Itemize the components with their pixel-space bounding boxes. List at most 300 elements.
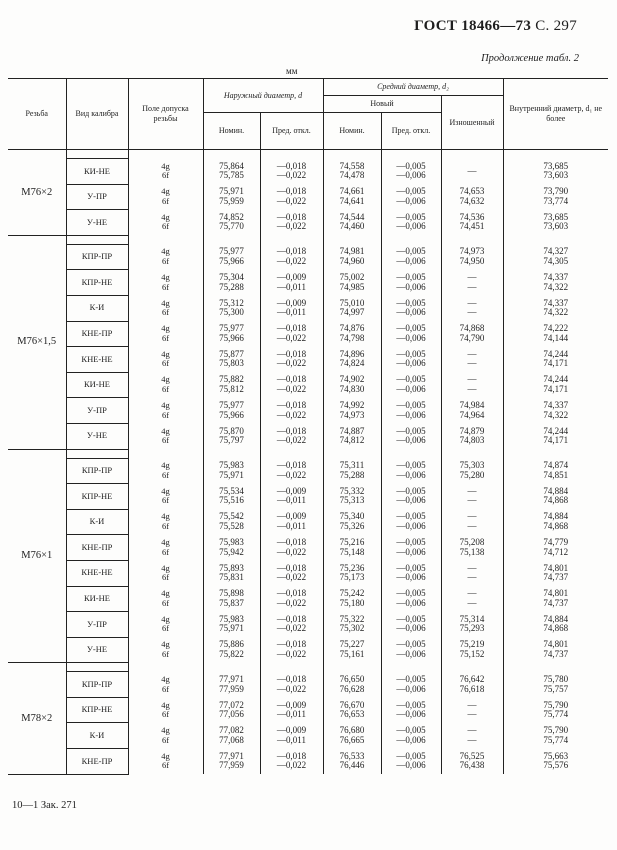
cell-value: 75,332 [339,485,365,496]
cell-value: — [467,281,477,292]
cell-value: —0,022 [276,597,307,608]
d2-deviation-cell [381,210,441,236]
cell-value: 74,874 [543,460,569,471]
spacer-cell [260,235,323,244]
cell-value: —0,022 [276,572,307,583]
cell-value: —0,018 [276,211,307,222]
cell-value: 75,180 [339,597,365,608]
d-deviation-cell [260,210,323,236]
d2-deviation-cell [381,535,441,561]
cell-value: 74,322 [543,307,569,318]
cell-value: 77,072 [219,699,244,710]
worn-cell [441,586,503,612]
d-deviation-cell [260,458,323,484]
worn-cell [441,184,503,210]
d2-nominal-cell [323,347,381,373]
cell-value: 75,304 [219,272,244,283]
spacer-cell [203,449,260,458]
worn-cell [441,398,503,424]
tolerance-cell [128,509,203,535]
worn-cell [441,509,503,535]
table-row [8,423,608,449]
d1-cell [503,458,608,484]
cell-value: — [467,562,477,573]
cell-value: 74,868 [459,323,485,334]
cell-value: —0,022 [276,435,307,446]
tolerance-cell [128,398,203,424]
cell-value: —0,005 [396,562,426,573]
cell-value: 6f [161,221,170,232]
cell-value: —0,018 [276,374,307,385]
worn-cell [441,723,503,749]
cell-value: 74,964 [459,409,485,420]
gauge-type-cell: КПР-НЕ [66,484,128,510]
header-tolerance-field: Поле допуска резьбы [128,79,203,150]
gauge-spacer [66,663,128,672]
cell-value: — [467,725,477,736]
cell-value: 74,322 [543,409,569,420]
cell-value: 76,446 [339,760,365,771]
d-deviation-cell [260,372,323,398]
spacer-cell [128,235,203,244]
d2-deviation-cell [381,423,441,449]
cell-value: —0,018 [276,460,307,471]
d2-deviation-cell [381,672,441,698]
thread-designation: M76×2 [8,150,66,236]
table-row [8,270,608,296]
spacer-cell [128,150,203,159]
table-row [8,749,608,775]
cell-value: 4g [161,160,170,171]
cell-value: 4g [161,511,170,522]
unit-label: мм [286,66,298,76]
tolerance-cell [128,423,203,449]
cell-value: —0,018 [276,537,307,548]
gauge-type-cell: КИ-НЕ [66,586,128,612]
cell-value: 6f [161,195,170,206]
cell-value: 74,478 [339,170,365,181]
cell-value: 74,460 [339,221,365,232]
table-row [8,637,608,663]
d2-deviation-cell [381,321,441,347]
cell-value: 4g [161,639,170,650]
cell-value: 75,010 [339,297,365,308]
cell-value: 75,293 [459,623,485,634]
gauge-type-cell: К-И [66,295,128,321]
cell-value: —0,006 [396,256,426,267]
d2-nominal-cell [323,210,381,236]
cell-value: 75,803 [219,358,244,369]
cell-value: — [467,384,477,395]
d2-deviation-cell [381,509,441,535]
cell-value: 6f [161,572,170,583]
cell-value: 75,288 [339,469,365,480]
cell-value: 75,528 [219,521,244,532]
tolerance-cell [128,637,203,663]
cell-value: 74,641 [339,195,365,206]
header-new: Новый [323,96,441,113]
cell-value: 74,884 [543,485,569,496]
cell-value: —0,005 [396,186,426,197]
d-deviation-cell [260,484,323,510]
d2-nominal-cell [323,672,381,698]
d1-cell [503,423,608,449]
cell-value: 75,966 [219,409,244,420]
cell-value: 73,603 [543,170,569,181]
cell-value: —0,022 [276,546,307,557]
cell-value: — [467,521,477,532]
d-deviation-cell [260,535,323,561]
d-nominal-cell [203,423,260,449]
tolerance-cell [128,586,203,612]
worn-cell [441,423,503,449]
spacer-cell [128,663,203,672]
cell-value: 74,902 [339,374,365,385]
cell-value: 76,680 [339,725,365,736]
cell-value: 75,770 [219,221,244,232]
spacer-cell [441,235,503,244]
d2-deviation-cell [381,398,441,424]
table-row [8,159,608,185]
cell-value: —0,022 [276,332,307,343]
d2-nominal-cell [323,184,381,210]
worn-cell [441,244,503,270]
cell-value: 75,303 [459,460,485,471]
cell-value: 74,244 [543,348,569,359]
cell-value: 75,971 [219,186,244,197]
cell-value: 76,533 [339,750,365,761]
cell-value: 4g [161,588,170,599]
worn-cell [441,210,503,236]
cell-value: 6f [161,170,170,181]
gauge-type-cell: КНЕ-НЕ [66,347,128,373]
thread-designation: M78×2 [8,663,66,774]
cell-value: — [467,272,477,283]
cell-value: 74,812 [339,435,365,446]
cell-value: 6f [161,709,170,720]
d2-deviation-cell [381,347,441,373]
d-nominal-cell [203,749,260,775]
cell-value: 74,852 [219,211,244,222]
cell-value: 74,830 [339,384,365,395]
cell-value: —0,005 [396,673,426,684]
cell-value: 74,536 [459,211,485,222]
d-nominal-cell [203,458,260,484]
cell-value: —0,006 [396,709,426,720]
spacer-cell [260,663,323,672]
cell-value: 75,002 [339,272,365,283]
d1-cell [503,484,608,510]
cell-value: 74,305 [543,256,569,267]
cell-value: —0,022 [276,469,307,480]
cell-value: 4g [161,348,170,359]
cell-value: 77,056 [219,709,244,720]
cell-value: 75,534 [219,485,244,496]
cell-value: —0,018 [276,562,307,573]
cell-value: 4g [161,400,170,411]
d1-cell [503,509,608,535]
header-d2-deviation: Пред. откл. [381,113,441,150]
gauge-type-cell: У-ПР [66,612,128,638]
d-nominal-cell [203,372,260,398]
cell-value: —0,006 [396,495,426,506]
tolerance-cell [128,560,203,586]
cell-value: — [467,307,477,318]
cell-value: 4g [161,272,170,283]
cell-value: —0,006 [396,546,426,557]
cell-value: 74,544 [339,211,365,222]
group-spacer [8,449,608,458]
d-deviation-cell [260,398,323,424]
spacer-cell [503,150,608,159]
d-deviation-cell [260,347,323,373]
tolerance-cell [128,535,203,561]
cell-value: 75,340 [339,511,365,522]
table-row [8,697,608,723]
cell-value: 74,337 [543,297,569,308]
header-inner-diameter: Внутренний диаметр, d₁ не более [503,79,608,150]
gauge-spacer [66,449,128,458]
d-deviation-cell [260,270,323,296]
cell-value: 75,288 [219,281,244,292]
cell-value: 75,797 [219,435,244,446]
cell-value: 75,822 [219,648,244,659]
table-body [8,150,608,775]
cell-value: 75,774 [543,709,569,720]
d-deviation-cell [260,697,323,723]
cell-value: 74,801 [543,639,569,650]
cell-value: 76,670 [339,699,365,710]
cell-value: —0,005 [396,485,426,496]
d2-nominal-cell [323,697,381,723]
d2-deviation-cell [381,159,441,185]
d-nominal-cell [203,586,260,612]
gauge-type-cell: КНЕ-ПР [66,321,128,347]
cell-value: 76,665 [339,734,365,745]
cell-value: —0,005 [396,613,426,624]
cell-value: 74,337 [543,272,569,283]
cell-value: 74,801 [543,562,569,573]
cell-value: 76,653 [339,709,365,720]
d1-cell [503,347,608,373]
cell-value: 74,981 [339,246,365,257]
cell-value: 75,966 [219,332,244,343]
cell-value: —0,009 [276,297,307,308]
cell-value: 4g [161,460,170,471]
cell-value: —0,005 [396,725,426,736]
worn-cell [441,159,503,185]
cell-value: 74,887 [339,425,365,436]
cell-value: 75,780 [543,673,569,684]
page-footer: 10—1 Зак. 271 [12,800,77,811]
cell-value: 74,737 [543,597,569,608]
cell-value: 4g [161,613,170,624]
cell-value: 74,851 [543,469,569,480]
cell-value: — [467,485,477,496]
table-row [8,723,608,749]
header-d2-nominal: Номин. [323,113,381,150]
d2-nominal-cell [323,398,381,424]
cell-value: 77,068 [219,734,244,745]
cell-value: 75,173 [339,572,365,583]
d-nominal-cell [203,484,260,510]
gauge-type-cell: КНЕ-ПР [66,749,128,775]
cell-value: 74,879 [459,425,485,436]
cell-value: 74,171 [543,435,569,446]
worn-cell [441,347,503,373]
cell-value: 75,322 [339,613,365,624]
cell-value: — [467,699,477,710]
table-row [8,612,608,638]
cell-value: —0,005 [396,460,426,471]
cell-value: — [467,495,477,506]
cell-value: 74,824 [339,358,365,369]
d-nominal-cell [203,270,260,296]
cell-value: —0,009 [276,511,307,522]
worn-cell [441,295,503,321]
worn-cell [441,637,503,663]
cell-value: 6f [161,623,170,634]
cell-value: —0,006 [396,597,426,608]
gauge-type-cell: КПР-ПР [66,244,128,270]
cell-value: —0,005 [396,297,426,308]
d-deviation-cell [260,560,323,586]
spacer-cell [441,449,503,458]
spacer-cell [503,235,608,244]
cell-value: 6f [161,358,170,369]
d-nominal-cell [203,612,260,638]
continuation-note: Продолжение табл. 2 [481,53,579,64]
cell-value: —0,005 [396,272,426,283]
cell-value: —0,018 [276,613,307,624]
cell-value: —0,006 [396,521,426,532]
cell-value: 73,774 [543,195,569,206]
cell-value: 75,311 [339,460,365,471]
cell-value: 75,242 [339,588,365,599]
cell-value: —0,006 [396,221,426,232]
cell-value: 73,685 [543,160,569,171]
table-row [8,586,608,612]
cell-value: 75,161 [339,648,365,659]
d1-cell [503,672,608,698]
spacer-cell [441,150,503,159]
spacer-cell [441,663,503,672]
cell-value: 74,973 [339,409,365,420]
spacer-cell [323,235,381,244]
cell-value: 75,152 [459,648,485,659]
cell-value: 75,893 [219,562,244,573]
d-nominal-cell [203,184,260,210]
cell-value: 4g [161,699,170,710]
cell-value: 74,868 [543,623,569,634]
tolerance-cell [128,372,203,398]
cell-value: 6f [161,597,170,608]
d-deviation-cell [260,612,323,638]
cell-value: 77,971 [219,750,244,761]
d2-deviation-cell [381,484,441,510]
cell-value: 74,876 [339,323,365,334]
cell-value: 74,451 [459,221,485,232]
group-spacer [8,235,608,244]
d-nominal-cell [203,672,260,698]
cell-value: —0,006 [396,734,426,745]
worn-cell [441,458,503,484]
cell-value: —0,022 [276,256,307,267]
cell-value: — [467,588,477,599]
tolerance-cell [128,270,203,296]
d-deviation-cell [260,509,323,535]
spacer-cell [381,663,441,672]
d1-cell [503,535,608,561]
cell-value: 74,950 [459,256,485,267]
page-number: С. 297 [535,18,577,34]
cell-value: 4g [161,211,170,222]
d2-deviation-cell [381,184,441,210]
cell-value: —0,005 [396,750,426,761]
cell-value: 73,790 [543,186,569,197]
cell-value: —0,006 [396,281,426,292]
worn-cell [441,321,503,347]
cell-value: 75,977 [219,323,244,334]
cell-value: 75,138 [459,546,485,557]
cell-value: 74,790 [459,332,485,343]
d1-cell [503,637,608,663]
cell-value: —0,018 [276,323,307,334]
cell-value: 75,785 [219,170,244,181]
d2-deviation-cell [381,723,441,749]
d-deviation-cell [260,723,323,749]
cell-value: 74,244 [543,425,569,436]
d2-deviation-cell [381,295,441,321]
cell-value: 74,868 [543,495,569,506]
standard-code: ГОСТ 18466—73 [414,18,532,34]
d1-cell [503,295,608,321]
d2-nominal-cell [323,159,381,185]
cell-value: —0,018 [276,588,307,599]
cell-value: 6f [161,521,170,532]
header-thread: Резьба [8,79,66,150]
cell-value: —0,022 [276,195,307,206]
d1-cell [503,697,608,723]
cell-value: 4g [161,425,170,436]
cell-value: —0,005 [396,699,426,710]
cell-value: 6f [161,409,170,420]
cell-value: 6f [161,760,170,771]
cell-value: 76,618 [459,683,485,694]
cell-value: 4g [161,186,170,197]
d-nominal-cell [203,347,260,373]
cell-value: 74,973 [459,246,485,257]
table-row [8,321,608,347]
d-deviation-cell [260,244,323,270]
cell-value: 74,984 [459,400,485,411]
spacer-cell [381,235,441,244]
cell-value: 6f [161,384,170,395]
tolerance-cell [128,159,203,185]
cell-value: —0,006 [396,384,426,395]
cell-value: 75,886 [219,639,244,650]
worn-cell [441,612,503,638]
cell-value: 76,642 [459,673,485,684]
gauge-type-cell: К-И [66,509,128,535]
table-row [8,210,608,236]
d-nominal-cell [203,244,260,270]
worn-cell [441,270,503,296]
d1-cell [503,612,608,638]
cell-value: 75,280 [459,469,485,480]
cell-value: —0,018 [276,186,307,197]
cell-value: 75,837 [219,597,244,608]
